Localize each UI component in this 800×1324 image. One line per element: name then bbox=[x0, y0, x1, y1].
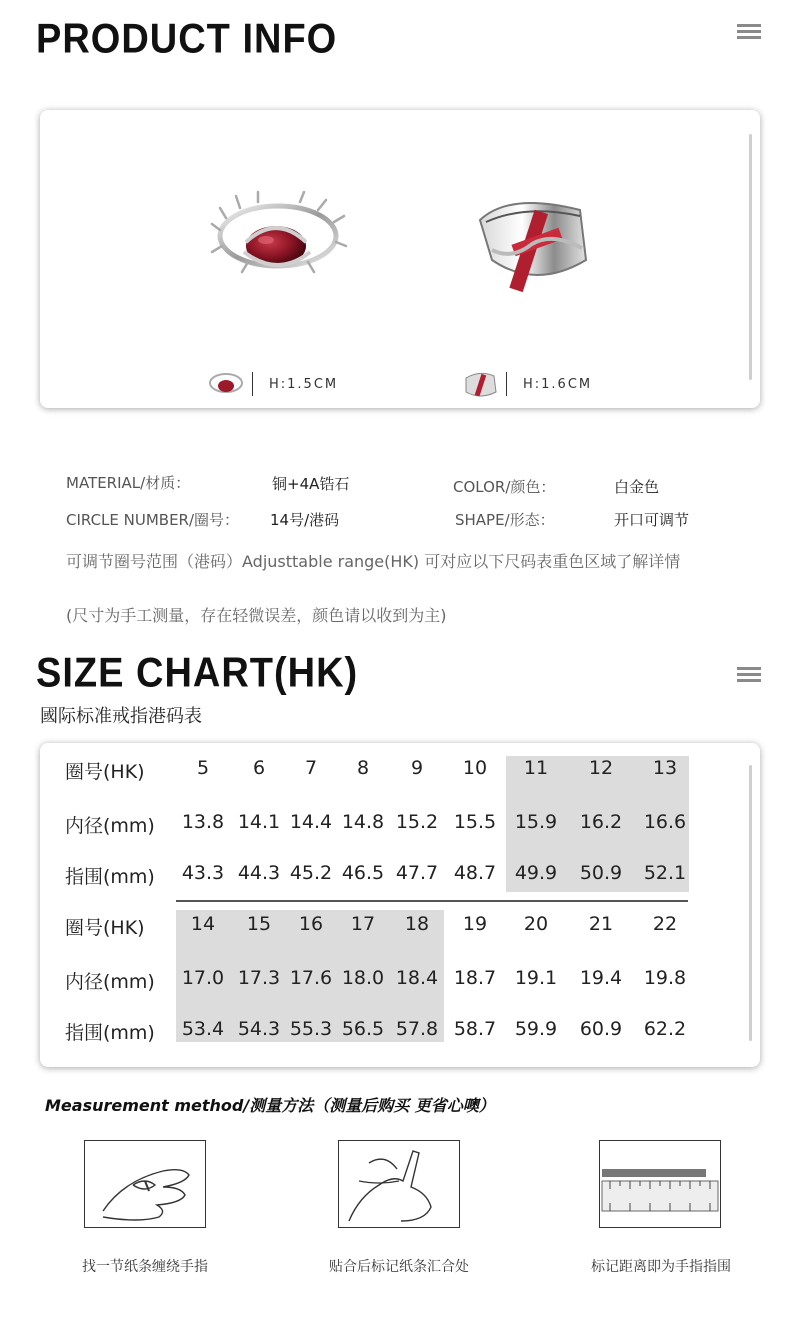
separator bbox=[252, 372, 253, 396]
diameter-cell: 14.4 bbox=[289, 811, 333, 833]
size-chart-title: SIZE CHART(HK) bbox=[36, 650, 359, 697]
size-cell: 15 bbox=[246, 913, 272, 935]
ring1-height-label: H:1.5CM bbox=[269, 376, 339, 392]
table-divider bbox=[176, 900, 688, 902]
diameter-cell: 19.1 bbox=[514, 967, 558, 989]
circumference-cell: 53.4 bbox=[181, 1018, 225, 1040]
diameter-cell: 18.7 bbox=[453, 967, 497, 989]
size-cell: 22 bbox=[652, 913, 678, 935]
diameter-cell: 19.8 bbox=[643, 967, 687, 989]
diameter-cell: 15.5 bbox=[453, 811, 497, 833]
adjustable-range-note: 可调节圈号范围（港码）Adjusttable range(HK) 可对应以下尺码表重色区域了解详情 bbox=[66, 552, 681, 571]
material-label: MATERIAL/材质： bbox=[66, 474, 191, 492]
size-cell: 12 bbox=[588, 757, 614, 779]
diameter-cell: 17.0 bbox=[181, 967, 225, 989]
step2-caption: 贴合后标记纸条汇合处 bbox=[329, 1259, 469, 1275]
circumference-cell: 43.3 bbox=[181, 862, 225, 884]
size-cell: 6 bbox=[252, 757, 266, 779]
circumference-cell: 54.3 bbox=[237, 1018, 281, 1040]
size-cell: 20 bbox=[523, 913, 549, 935]
circumference-cell: 62.2 bbox=[643, 1018, 687, 1040]
size-cell: 9 bbox=[410, 757, 424, 779]
diameter-cell: 14.8 bbox=[341, 811, 385, 833]
ring2-thumb-row bbox=[460, 368, 592, 400]
measurement-title: Measurement method/测量方法（测量后购买 更省心噢） bbox=[45, 1096, 495, 1115]
circumference-cell: 52.1 bbox=[643, 862, 687, 884]
diameter-cell: 14.1 bbox=[237, 811, 281, 833]
size-cell: 19 bbox=[462, 913, 488, 935]
menu-icon[interactable] bbox=[737, 24, 761, 40]
shape-value: 开口可调节 bbox=[614, 511, 690, 529]
material-value: 铜+4A锆石 bbox=[272, 475, 350, 493]
size-chart-subtitle: 國际标准戒指港码表 bbox=[40, 706, 202, 727]
row-label-size: 圈号(HK) bbox=[65, 917, 145, 939]
circumference-cell: 55.3 bbox=[289, 1018, 333, 1040]
size-cell: 11 bbox=[523, 757, 549, 779]
circumference-cell: 59.9 bbox=[514, 1018, 558, 1040]
circumference-cell: 60.9 bbox=[579, 1018, 623, 1040]
row-label-diameter: 内径(mm) bbox=[65, 971, 155, 993]
size-cell: 8 bbox=[356, 757, 370, 779]
diameter-cell: 15.2 bbox=[395, 811, 439, 833]
diameter-cell: 15.9 bbox=[514, 811, 558, 833]
diameter-cell: 16.6 bbox=[643, 811, 687, 833]
circumference-cell: 47.7 bbox=[395, 862, 439, 884]
ring-thorn-oval-garnet-image bbox=[208, 190, 348, 295]
separator bbox=[506, 372, 507, 396]
circle-number-value: 14号/港码 bbox=[270, 511, 340, 529]
size-cell: 7 bbox=[304, 757, 318, 779]
diameter-cell: 18.0 bbox=[341, 967, 385, 989]
diameter-cell: 13.8 bbox=[181, 811, 225, 833]
size-cell: 10 bbox=[462, 757, 488, 779]
size-cell: 16 bbox=[298, 913, 324, 935]
shape-label: SHAPE/形态： bbox=[455, 511, 555, 529]
menu-icon[interactable] bbox=[737, 667, 761, 683]
size-cell: 5 bbox=[196, 757, 210, 779]
size-cell: 17 bbox=[350, 913, 376, 935]
step2-illustration bbox=[338, 1140, 460, 1228]
size-cell: 13 bbox=[652, 757, 678, 779]
card-scrollbar[interactable] bbox=[749, 134, 752, 380]
size-cell: 18 bbox=[404, 913, 430, 935]
ring1-thumbnail bbox=[206, 368, 246, 400]
row-label-diameter: 内径(mm) bbox=[65, 815, 155, 837]
size-cell: 14 bbox=[190, 913, 216, 935]
measurement-disclaimer: (尺寸为手工测量，存在轻微误差，颜色请以收到为主) bbox=[66, 606, 447, 625]
diameter-cell: 16.2 bbox=[579, 811, 623, 833]
product-info-title: PRODUCT INFO bbox=[36, 16, 338, 63]
circumference-cell: 48.7 bbox=[453, 862, 497, 884]
circumference-cell: 50.9 bbox=[579, 862, 623, 884]
circumference-cell: 58.7 bbox=[453, 1018, 497, 1040]
step3-caption: 标记距离即为手指指围 bbox=[591, 1259, 731, 1275]
circumference-cell: 49.9 bbox=[514, 862, 558, 884]
circle-number-label: CIRCLE NUMBER/圈号： bbox=[66, 511, 240, 529]
diameter-cell: 18.4 bbox=[395, 967, 439, 989]
color-label: COLOR/颜色： bbox=[453, 478, 556, 496]
diameter-cell: 19.4 bbox=[579, 967, 623, 989]
circumference-cell: 46.5 bbox=[341, 862, 385, 884]
circumference-cell: 45.2 bbox=[289, 862, 333, 884]
card-scrollbar[interactable] bbox=[749, 765, 752, 1041]
circumference-cell: 56.5 bbox=[341, 1018, 385, 1040]
step1-caption: 找一节纸条缠绕手指 bbox=[82, 1259, 208, 1275]
row-label-size: 圈号(HK) bbox=[65, 761, 145, 783]
circumference-cell: 44.3 bbox=[237, 862, 281, 884]
circumference-cell: 57.8 bbox=[395, 1018, 439, 1040]
row-label-circumference: 指围(mm) bbox=[65, 1022, 155, 1044]
step1-illustration bbox=[84, 1140, 206, 1228]
ring-cross-garnet-image bbox=[472, 190, 602, 300]
ring2-thumbnail bbox=[460, 368, 500, 400]
diameter-cell: 17.3 bbox=[237, 967, 281, 989]
row-label-circumference: 指围(mm) bbox=[65, 866, 155, 888]
color-value: 白金色 bbox=[614, 478, 660, 496]
size-cell: 21 bbox=[588, 913, 614, 935]
product-image-card bbox=[40, 110, 760, 408]
ring1-thumb-row bbox=[206, 368, 338, 400]
diameter-cell: 17.6 bbox=[289, 967, 333, 989]
ring2-height-label: H:1.6CM bbox=[523, 376, 593, 392]
step3-illustration bbox=[599, 1140, 721, 1228]
